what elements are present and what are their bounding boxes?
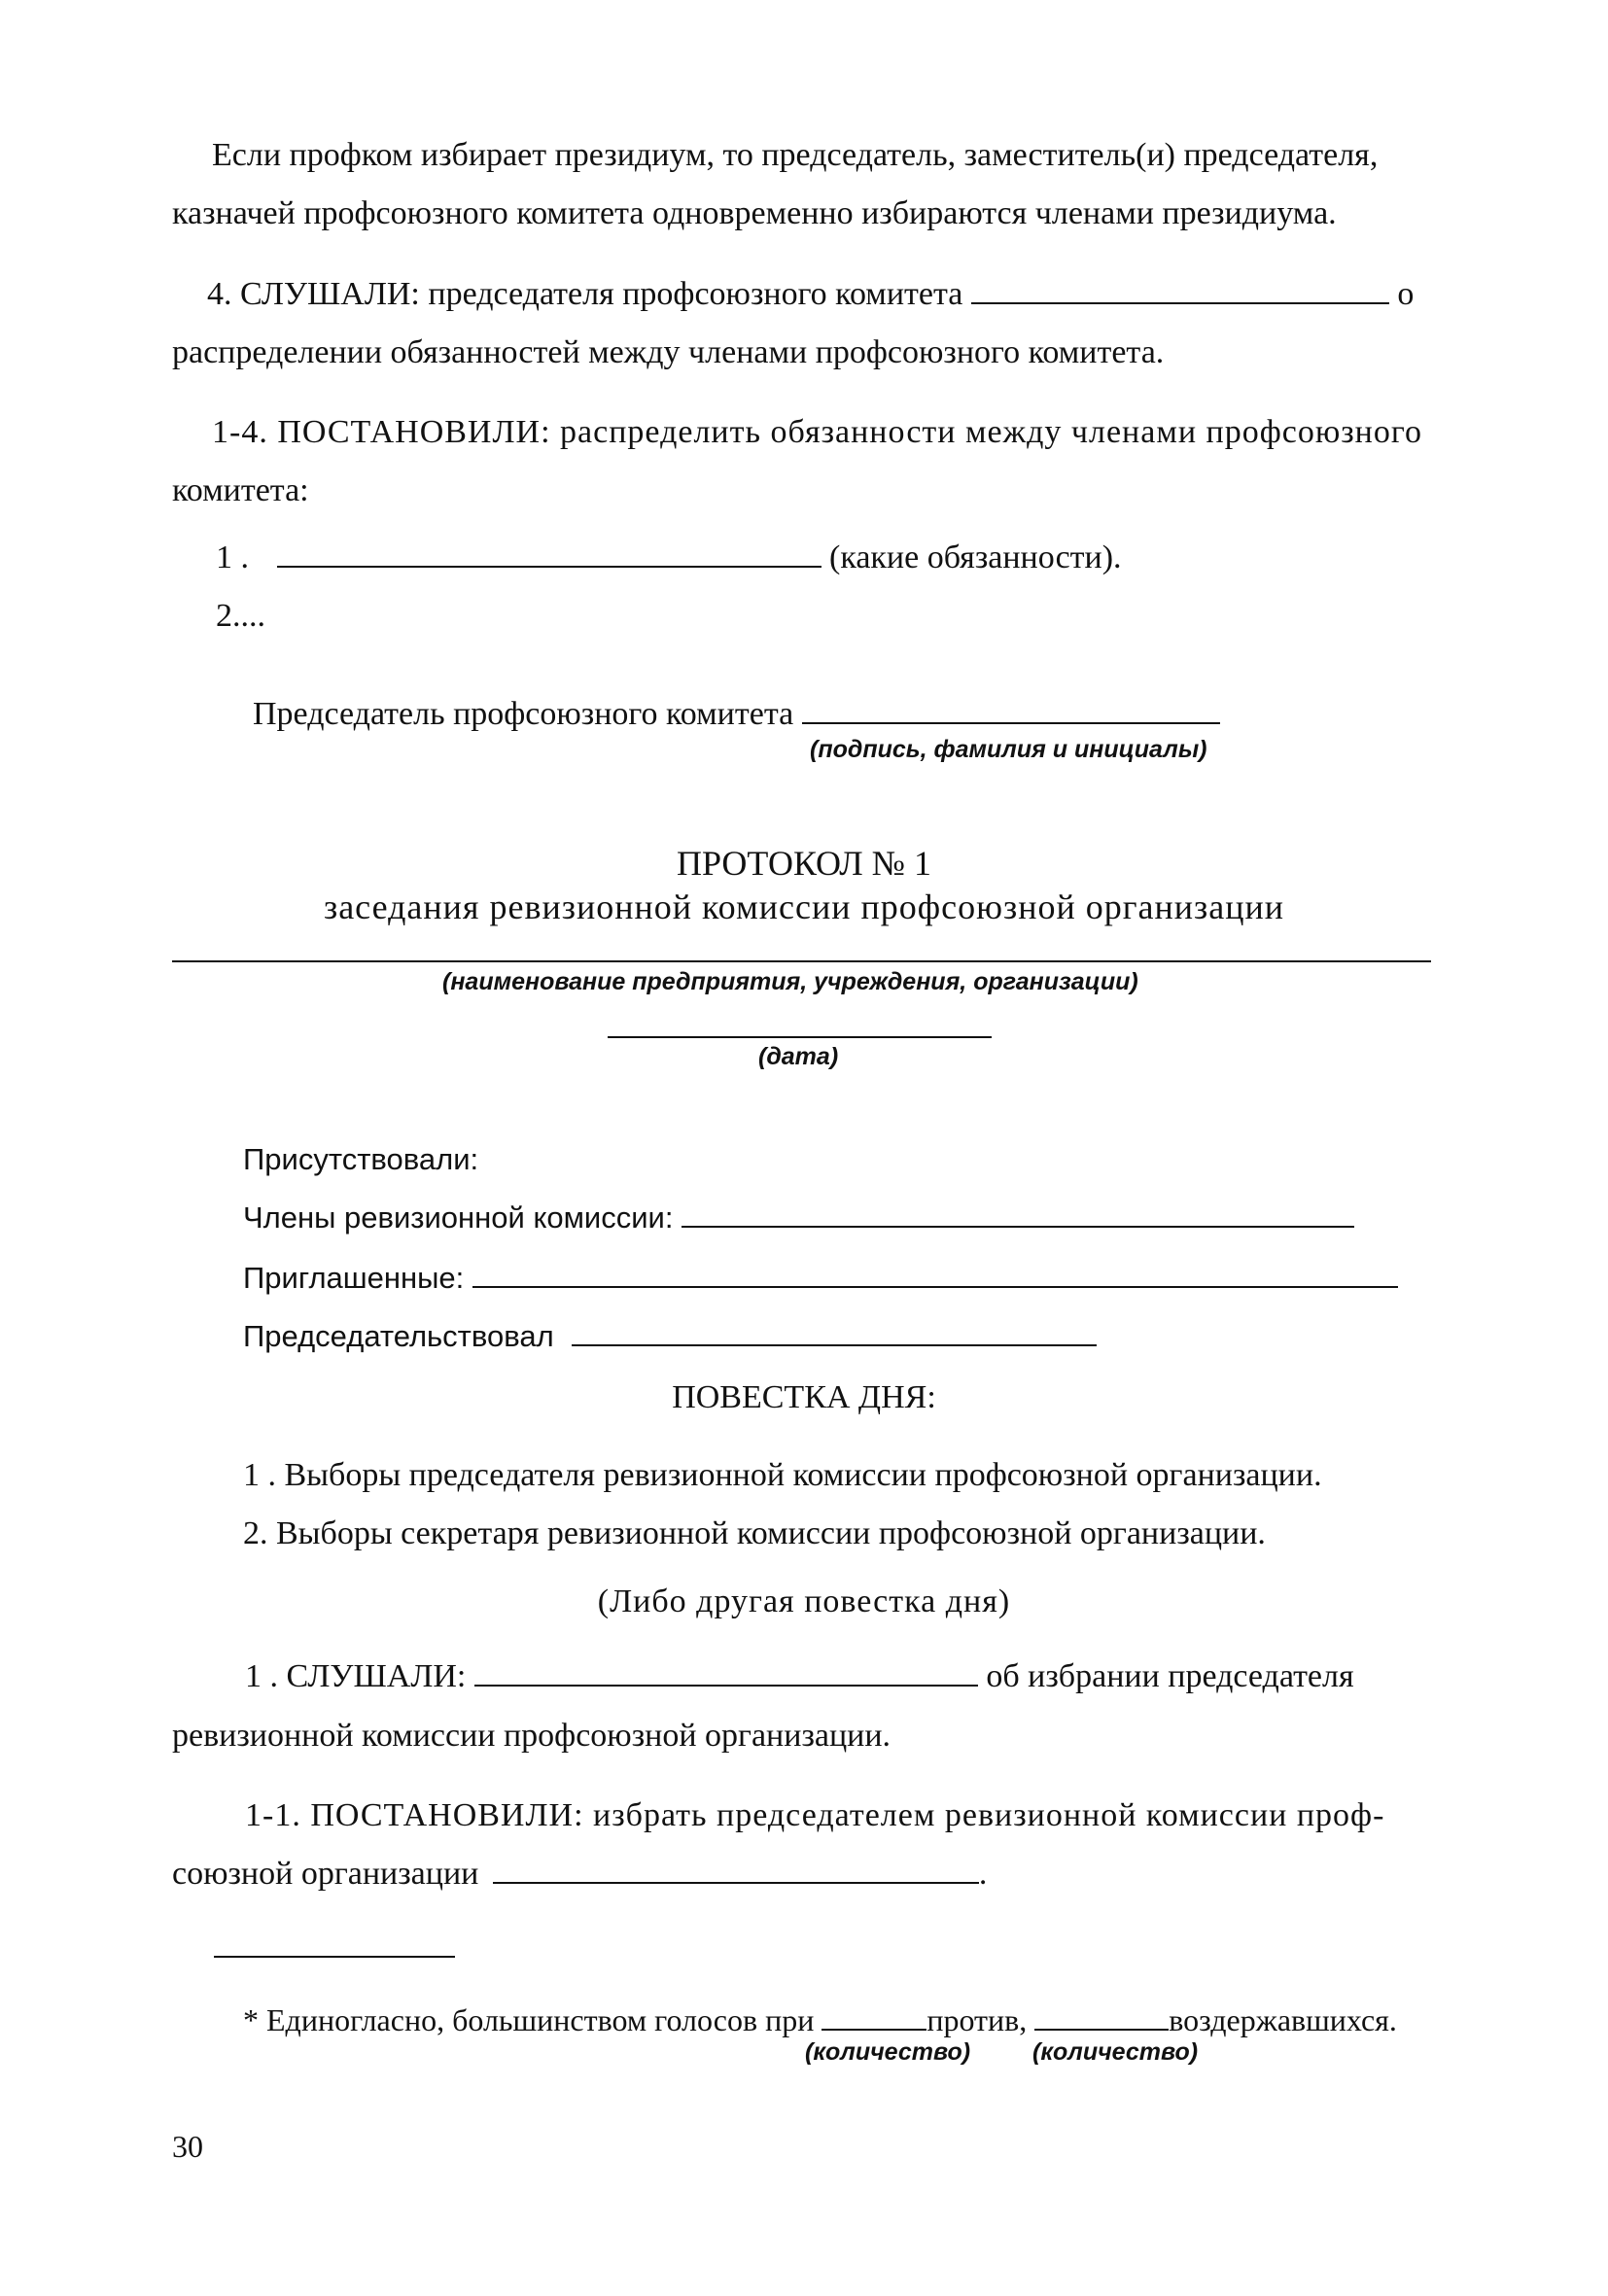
footnote-field-1 — [821, 2001, 926, 2031]
signature-field — [802, 695, 1220, 724]
date-line — [608, 1036, 992, 1038]
duty-suffix: (какие обязанности). — [829, 539, 1122, 575]
members-row — [243, 1199, 1354, 1237]
page-number: 30 — [172, 2129, 203, 2164]
paragraph-line: комитета: — [172, 472, 309, 508]
footnote-abstained: воздержавшихся. — [1169, 2002, 1397, 2037]
footnote-separator — [214, 1956, 455, 1958]
present-label: Присутствовали: — [243, 1142, 479, 1176]
duty-item-1 — [216, 539, 1122, 577]
protocol-subtitle: заседания ревизионной комиссии профсоюзной организации — [323, 887, 1285, 926]
footnote-against: против, — [926, 2002, 1028, 2037]
footnote-caption-2: (количество) — [1032, 2038, 1199, 2066]
footnote-caption-1: (количество) — [805, 2038, 971, 2066]
chaired-label: Председательствовал — [243, 1319, 554, 1353]
heard-1-prefix: 1 . СЛУШАЛИ: — [245, 1658, 467, 1694]
agenda-alternative: (Либо другая повестка дня) — [597, 1583, 1011, 1619]
blank-field — [971, 275, 1389, 304]
resolve-1-end: . — [978, 1856, 988, 1892]
agenda-item-1: 1 . Выборы председателя ревизионной комиссии профсоюзной организации. — [243, 1457, 1322, 1493]
invited-row — [243, 1259, 1398, 1298]
date-caption: (дата) — [758, 1043, 839, 1070]
heard-1-suffix: об избрании председателя — [986, 1658, 1354, 1694]
organization-caption: (наименование предприятия, учреждения, организации) — [442, 968, 1138, 995]
chaired-row — [243, 1317, 1097, 1356]
item-4-heard-suffix: о — [1397, 276, 1415, 312]
resolve-1-line: 1-1. ПОСТАНОВИЛИ: избрать председателем ревизионной комиссии проф- — [245, 1797, 1385, 1833]
chairman-signature — [253, 695, 1220, 734]
members-label: Члены ревизионной комиссии: — [243, 1200, 674, 1235]
organization-name-line — [172, 960, 1431, 962]
footnote-row — [243, 2000, 1397, 2039]
blank-field — [277, 539, 821, 568]
heard-1-field — [474, 1657, 978, 1687]
item-4-heard-text: 4. СЛУШАЛИ: председателя профсоюзного комитета — [207, 276, 963, 312]
resolve-4-line: 1-4. ПОСТАНОВИЛИ: распределить обязанности между членами профсоюзного — [212, 414, 1422, 450]
paragraph-line: Если профком избирает президиум, то председатель, заместитель(и) председателя, — [212, 137, 1379, 173]
invited-label: Приглашенные: — [243, 1261, 465, 1295]
heard-1-row — [245, 1657, 1354, 1696]
chairman-label: Председатель профсоюзного комитета — [253, 696, 794, 732]
signature-caption: (подпись, фамилия и инициалы) — [810, 736, 1207, 763]
item-4-heard — [207, 275, 1414, 314]
paragraph-line: распределении обязанностей между членами профсоюзного комитета. — [172, 334, 1165, 370]
agenda-item-2: 2. Выборы секретаря ревизионной комиссии профсоюзной организации. — [243, 1515, 1266, 1551]
footnote-field-2 — [1034, 2001, 1169, 2031]
chaired-field — [572, 1317, 1097, 1346]
paragraph-line: ревизионной комиссии профсоюзной организации. — [172, 1718, 891, 1754]
resolve-1-field — [493, 1855, 979, 1884]
resolve-1-text: союзной организации — [172, 1856, 479, 1892]
footnote-text: * Единогласно, большинством голосов при — [243, 2002, 815, 2037]
resolve-1-continuation — [172, 1855, 987, 1894]
agenda-title: ПОВЕСТКА ДНЯ: — [672, 1379, 936, 1415]
members-field — [682, 1199, 1354, 1228]
paragraph-line: казначей профсоюзного комитета одновременно избираются членами президиума. — [172, 195, 1337, 231]
duty-number: 1 . — [216, 539, 249, 575]
protocol-title: ПРОТОКОЛ № 1 — [676, 844, 932, 883]
invited-field — [472, 1259, 1398, 1288]
duty-item-2: 2.... — [216, 598, 265, 634]
